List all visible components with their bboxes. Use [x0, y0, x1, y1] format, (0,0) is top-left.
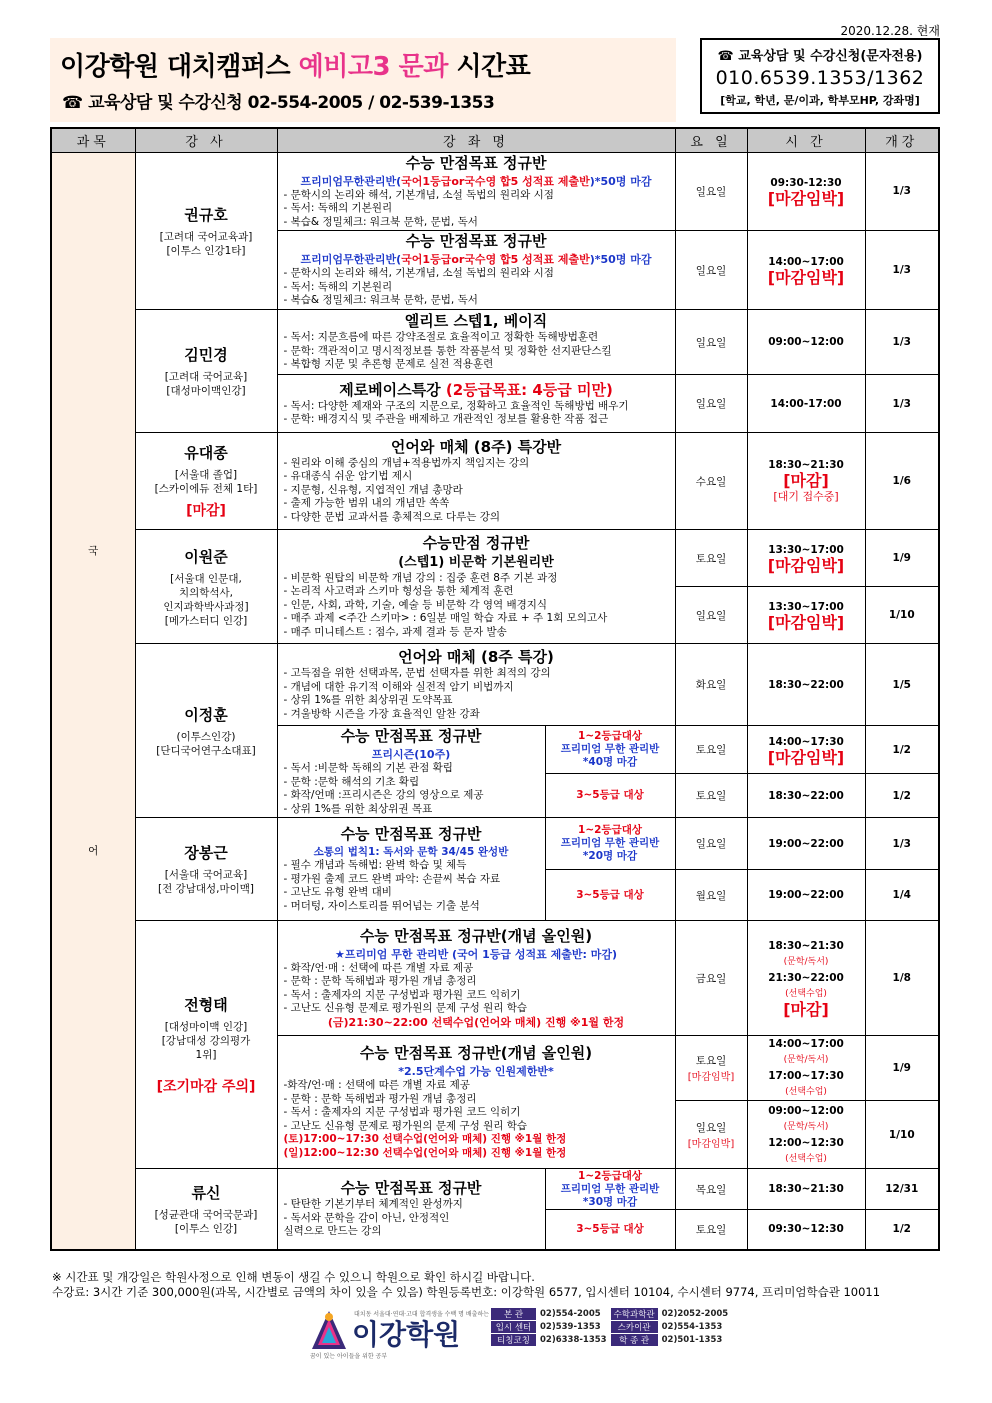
teacher-info: [서울대 국어교육] [전 강남대성,마이맥]: [157, 869, 254, 895]
logo-text: 이강학원: [352, 1318, 461, 1351]
title-part-a: 이강학원 대치캠퍼스: [60, 52, 299, 82]
deadline-badge: [마감]: [783, 471, 829, 490]
day-cell: 일요일: [675, 152, 747, 231]
branch-phone: 02)2052-2005: [658, 1308, 732, 1321]
time-cell: [747, 1101, 865, 1169]
day-value: 일요일: [695, 1121, 727, 1134]
deadline-badge: [마감임박]: [767, 556, 845, 575]
open-date: 1/3: [865, 818, 939, 870]
table-row: [51, 433, 939, 530]
open-date: 1/6: [865, 433, 939, 530]
grade-program: 프리미엄 무한 관리반: [560, 743, 660, 755]
branch-phone: 02)539-1353: [537, 1321, 611, 1334]
teacher-info: [성균관대 국어국문과] [이투스 인강]: [154, 1208, 258, 1235]
teacher-name: 권규호: [184, 205, 228, 224]
day-cell: 화요일: [675, 644, 747, 726]
contact-phone: 010.6539.1353/1362: [715, 67, 925, 89]
grade-capacity: *40명 마감: [582, 756, 638, 768]
course-cell: [277, 530, 675, 644]
course-bullet: - 독서: 다양한 제재와 구조의 지문으로, 정확하고 효율적인 독해방법 배우기: [283, 399, 629, 412]
grade-program: 프리미엄 무한 관리반: [560, 837, 660, 849]
time-cell: 18:30~22:00: [747, 644, 865, 726]
branch-phone: 02)554-2005: [537, 1308, 611, 1321]
time-cell: 18:30~21:30: [747, 1169, 865, 1210]
branch-name: 입시 센터: [491, 1321, 537, 1334]
time-value-2: 21:30~22:00: [768, 972, 844, 984]
course-subtitle-red: 국어1등급or국수영 합5 성적표 제출반: [401, 253, 590, 267]
grade-capacity: *30명 마감: [582, 1195, 638, 1208]
open-date: 1/3: [865, 231, 939, 310]
waitlist-note: [대기 접수중]: [773, 490, 839, 503]
course-bullet: - 다양한 문법 교과서를 총체적으로 다루는 강의: [283, 510, 501, 523]
course-cell: [277, 644, 675, 726]
course-bullet: - 필수 개념과 독해법: 완벽 학습 및 체득: [283, 859, 467, 871]
day-cell: 일요일: [675, 587, 747, 644]
title-box: [50, 38, 676, 122]
course-bullet: - 복습& 정밀체크: 워크북 문학, 문법, 독서: [283, 215, 478, 228]
open-date: 1/10: [865, 1101, 939, 1169]
teacher-name: 이정훈: [184, 705, 228, 724]
teacher-info: [고려대 국어교육] [대성마이맥인강]: [164, 371, 248, 397]
col-header-time: 시 간: [747, 128, 865, 152]
open-date: 1/4: [865, 870, 939, 921]
grade-program: 프리미엄 무한 관리반: [560, 1182, 660, 1195]
day-cell: 토요일: [675, 530, 747, 587]
course-name: 언어와 매체 (8주) 특강반: [390, 437, 562, 456]
course-bullet: - 문학: 객관적이고 명시적정보를 통한 작품분석 및 정확한 선지판단스킬: [283, 344, 612, 357]
table-row: [51, 644, 939, 726]
teacher-mark: [마감]: [186, 503, 226, 519]
open-date: 12/31: [865, 1169, 939, 1210]
grade-target: 1~2등급대상: [578, 1169, 642, 1182]
deadline-badge: [마감]: [783, 1000, 829, 1019]
time-cell: [747, 587, 865, 644]
course-bullet: - 고난도 신유형 문제로 평가원의 문제 구성 원리 학습: [283, 1119, 527, 1132]
course-subtitle: [284, 173, 669, 189]
teacher-info: [서울대 졸업] [스카이에듀 전체 1타]: [154, 469, 258, 495]
time-value: 18:30~21:30: [768, 459, 844, 471]
page-title: [60, 46, 530, 83]
day-cell: 일요일: [675, 310, 747, 375]
course-bullet: - 문학 : 문학 독해법과 평가원 개념 총정리: [283, 975, 477, 987]
teacher-cell: [135, 433, 277, 530]
branch-name: 학 종 관: [610, 1334, 658, 1347]
time-cell: 19:00~22:00: [747, 818, 865, 870]
open-date: 1/3: [865, 375, 939, 433]
teacher-cell: [135, 1169, 277, 1250]
time-value: 14:00~17:30: [768, 735, 844, 748]
course-bullet: - 복습& 정밀체크: 워크북 문학, 문법, 독서: [283, 294, 478, 307]
time-cell: [747, 921, 865, 1036]
time-note: (문학/독서): [783, 1121, 829, 1132]
course-bullet: - 평가원 출제 코드 완벽 파악: 손끝씨 복습 자료: [283, 872, 501, 885]
course-bullet: - 독서 :비문학 독해의 기본 관점 확립: [283, 762, 453, 774]
teacher-mark: [조기마감 주의]: [156, 1078, 256, 1095]
course-bullet: - 독서: 지문흐름에 따른 강약조절로 효율적이고 정확한 독해방법훈련: [283, 331, 599, 344]
teacher-name: 유대종: [184, 444, 228, 462]
teacher-info: [고려대 국어교육과] [이투스 인강1타]: [159, 230, 253, 257]
grade-target: 1~2등급대상: [578, 730, 642, 742]
teacher-cell: [135, 152, 277, 310]
title-highlight: 예비고3 문과: [298, 52, 448, 82]
branch-phone: 02)554-1353: [658, 1321, 732, 1334]
title-part-b: 시간표: [447, 52, 531, 82]
course-bullet: - 유대종식 쉬운 암기법 제시: [283, 470, 413, 483]
course-bullet: - 인문, 사회, 과학, 기술, 예술 등 비문학 각 영역 배경지식: [283, 598, 548, 611]
logo-tagline: 꿈이 있는 아이들을 위한 공부: [310, 1353, 388, 1360]
time-value: 13:30~17:00: [768, 544, 844, 556]
logo-mark-icon: [310, 1309, 348, 1353]
grade-cell: [545, 1169, 675, 1210]
time-cell: 09:00~12:00: [747, 310, 865, 375]
table-header-row: [51, 128, 939, 152]
course-bullet: - 화작/언매 :프리시즌은 강의 영상으로 제공: [283, 789, 484, 801]
course-bullet: - 독서와 문학을 감이 아닌, 안정적인: [283, 1211, 450, 1224]
timetable: [50, 127, 940, 1251]
teacher-name: 장봉근: [184, 844, 228, 862]
course-name: 수능 만점목표 정규반: [340, 727, 482, 745]
teacher-info: [대성마이맥 인강] [강남대성 강의평가 1위]: [161, 1020, 251, 1061]
course-cell: [277, 1169, 545, 1250]
course-name: 수능 만점목표 정규반: [340, 1179, 482, 1197]
course-bullet: - 독서: 독해의 기본원리: [283, 280, 393, 293]
day-cell: 수요일: [675, 433, 747, 530]
time-cell: 19:00~22:00: [747, 870, 865, 921]
deadline-badge: [마감임박]: [767, 613, 845, 632]
elective-note: (토)17:00~17:30 선택수업(언어와 매체) 진행 ※1월 한정: [283, 1133, 567, 1145]
day-cell: 일요일: [675, 818, 747, 870]
grade-capacity: *20명 마감: [582, 850, 638, 862]
time-note: (선택수업): [785, 1087, 827, 1097]
time-cell: [747, 433, 865, 530]
course-bullet: - 매주 미니테스트 : 점수, 과제 결과 등 문자 발송: [283, 625, 507, 638]
course-name: 엘리트 스텝1, 베이직: [404, 312, 548, 331]
day-cell: [675, 1036, 747, 1101]
col-header-course: 강 좌 명: [277, 128, 675, 152]
day-value: 토요일: [695, 1055, 727, 1067]
teacher-cell: [135, 530, 277, 644]
course-cell: [277, 231, 675, 310]
branch-row: [491, 1308, 732, 1321]
course-cell: [277, 818, 545, 921]
teacher-cell: [135, 310, 277, 433]
course-bullet: - 고득점을 위한 선택과목, 문법 선택자를 위한 최적의 강의: [283, 667, 551, 679]
branch-name: 스카이관: [610, 1321, 658, 1334]
course-subtitle-b: )*50명 마감: [589, 174, 652, 188]
teacher-info: [서울대 인문대, 치의학석사, 인지과학박사과정] [메가스터디 인강]: [163, 572, 249, 627]
course-cell: [277, 1036, 675, 1169]
course-bullet: - 지문형, 신유형, 지엽적인 개념 총망라: [283, 483, 463, 496]
teacher-name: 류신: [191, 1183, 221, 1202]
course-bullet: - 논리적 사고력과 스키마 형성을 통한 체계적 훈련: [283, 585, 514, 598]
course-bullet: - 상위 1%를 위한 최상위권 목표: [283, 802, 433, 815]
course-bullet: - 겨울방학 시즌을 가장 효율적인 알찬 강좌: [283, 707, 480, 720]
open-date: 1/8: [865, 921, 939, 1036]
course-bullet: -화작/언‧매 : 선택에 따른 개별 자료 제공: [283, 1079, 470, 1091]
course-name: 수능 만점목표 정규반: [340, 825, 482, 843]
course-bullet: - 고난도 유형 완벽 대비: [283, 886, 392, 898]
time-note: (선택수업): [785, 989, 827, 999]
course-name: 언어와 매체 (8주 특강): [398, 648, 554, 666]
day-cell: 토요일: [675, 774, 747, 818]
branch-name: 본 관: [491, 1308, 537, 1321]
day-cell: 금요일: [675, 921, 747, 1036]
course-subtitle: 프리시즌(10주): [371, 748, 451, 761]
course-bullet: - 탄탄한 기본기부터 체계적인 완성까지: [283, 1198, 463, 1210]
time-cell: [747, 530, 865, 587]
open-date: 1/2: [865, 1210, 939, 1250]
elective-note: (일)12:00~12:30 선택수업(언어와 매체) 진행 ※1월 한정: [283, 1146, 567, 1159]
course-bullet: - 문학 : 문학 독해법과 평가원 개념 총정리: [283, 1092, 477, 1105]
day-note: [마감임박]: [687, 1138, 735, 1150]
open-date: 1/2: [865, 726, 939, 774]
teacher-cell: [135, 921, 277, 1169]
course-bullet: - 상위 1%를 위한 최상위권 도약목표: [283, 694, 453, 706]
course-cell: [277, 726, 545, 818]
logo-slogan: 대치동 서울대·연대·고대 합격생을 수백 명 배출하는: [354, 1311, 490, 1318]
time-cell: [747, 726, 865, 774]
course-cell: [277, 921, 675, 1036]
page-header: [50, 38, 940, 122]
time-cell: 09:30~12:30: [747, 1210, 865, 1250]
date-stamp: 2020.12.28. 현재: [840, 24, 940, 38]
course-bullet: - 개념에 대한 유기적 이해와 실전적 암기 비법까지: [283, 680, 514, 693]
course-subtitle: [284, 251, 669, 267]
branch-phone: 02)501-1353: [658, 1334, 732, 1347]
course-name: 수능 만점목표 정규반: [405, 232, 547, 251]
course-bullet: - 고난도 신유형 문제로 평가원의 문제 구성 원리 학습: [283, 1002, 527, 1014]
teacher-name: 김민경: [184, 346, 228, 364]
subject-cell: [51, 152, 135, 1250]
branch-phone: 02)6338-1353: [537, 1334, 611, 1347]
open-date: 1/2: [865, 774, 939, 818]
time-note: (선택수업): [785, 1153, 827, 1164]
course-bullet: - 문학: 배경지식 및 주관을 배제하고 개관적인 정보를 활용한 작품 접근: [283, 413, 609, 425]
branch-row: [491, 1321, 732, 1334]
course-name-2: (스텝1) 비문학 기본원리반: [398, 554, 554, 570]
footer-notice: ※ 시간표 및 개강일은 학원사정으로 인해 변동이 생길 수 있으니 학원으로 확인 하시길 바랍니다.: [52, 1270, 535, 1284]
deadline-badge: [마감임박]: [767, 189, 845, 209]
col-header-open: 개강: [865, 128, 939, 152]
course-cell: [277, 152, 675, 231]
deadline-badge: [마감임박]: [767, 268, 845, 287]
contact-box: [700, 38, 940, 114]
table-row: [51, 152, 939, 231]
course-bullet: - 독서 : 출제자의 지문 구성법과 평가원 코드 익히기: [283, 1106, 521, 1118]
time-note: (문학/독서): [783, 1055, 829, 1065]
time-cell: [747, 231, 865, 310]
teacher-cell: [135, 818, 277, 921]
time-value-2: 12:00~12:30: [768, 1136, 844, 1149]
day-cell: 토요일: [675, 726, 747, 774]
course-name: [284, 381, 669, 400]
course-subtitle: ★프리미엄 무한 관리반 (국어 1등급 성적표 제출반: 마감): [335, 947, 617, 961]
subject-label: 국 어: [88, 544, 99, 857]
time-value: 18:30~21:30: [768, 940, 844, 952]
open-date: 1/3: [865, 310, 939, 375]
elective-note: (금)21:30~22:00 선택수업(언어와 매체) 진행 ※1월 한정: [327, 1015, 625, 1029]
course-name: 수능 만점목표 정규반(개념 올인원): [359, 926, 593, 945]
time-value: 14:00~17:00: [768, 1038, 844, 1050]
course-bullet: - 매주 과제 <주간 스키마> : 6일분 매일 학습 자료 + 주 1회 모의고사: [283, 612, 608, 625]
contact-note: [학교, 학년, 문/이과, 학부모HP, 강좌명]: [720, 94, 920, 107]
teacher-cell: [135, 644, 277, 818]
course-name: 수능만점 정규반: [422, 533, 530, 552]
course-bullet: - 문학 :문학 해석의 기초 확립: [283, 775, 420, 788]
grade-cell: 3~5등급 대상: [545, 870, 675, 921]
course-cell: [277, 310, 675, 375]
col-header-day: 요 일: [675, 128, 747, 152]
day-cell: 목요일: [675, 1169, 747, 1210]
course-bullet: - 출제 가능한 범위 내의 개념만 쏙쏙: [283, 497, 450, 510]
time-value: 09:30-12:30: [770, 177, 842, 190]
open-date: 1/5: [865, 644, 939, 726]
course-bullet: - 화작/언‧매 : 선택에 따른 개별 자료 제공: [283, 961, 474, 974]
table-row: [51, 1169, 939, 1210]
course-subtitle-b: )*50명 마감: [589, 253, 652, 267]
col-header-teacher: 강 사: [135, 128, 277, 152]
footer-fees: 수강료: 3시간 기준 300,000원(과목, 시간별로 금액의 차이 있을 수 있음) 학원등록번호: 이강학원 6577, 입시센터 10104, 수시센터 9774, 프리미엄학습관 10011: [52, 1285, 881, 1299]
grade-cell: 3~5등급 대상: [545, 1210, 675, 1250]
course-name: 수능 만점목표 정규반(개념 올인원): [359, 1044, 593, 1062]
academy-logo: [310, 1307, 490, 1360]
course-bullet: - 복합형 지문 및 추론형 문제로 실전 적용훈련: [283, 358, 494, 371]
grade-target: 1~2등급대상: [578, 824, 642, 836]
course-bullet: - 비문학 원탑의 비문학 개념 강의 : 집중 훈련 8주 기본 과정: [283, 571, 558, 584]
course-subtitle-red: 국어1등급or국수영 합5 성적표 제출반: [401, 174, 590, 188]
course-bullet: 실력으로 만드는 강의: [283, 1225, 382, 1237]
page-subtitle: ☎ 교육상담 및 수강신청 02-554-2005 / 02-539-1353: [62, 93, 495, 113]
teacher-name: 전형태: [184, 995, 228, 1014]
day-cell: 월요일: [675, 870, 747, 921]
teacher-info: (이투스인강) [단디국어연구소대표]: [156, 730, 256, 757]
course-bullet: - 독서: 독해의 기본원리: [283, 202, 393, 214]
course-bullet: - 문학시의 논리와 해석, 기본개념, 소설 독법의 원리와 시점: [283, 188, 554, 201]
grade-cell: [545, 818, 675, 870]
grade-cell: [545, 726, 675, 774]
contact-title: ☎ 교육상담 및 수강신청(문자전용): [717, 49, 923, 64]
time-note: (문학/독서): [783, 957, 829, 967]
course-bullet: - 원리와 이해 중심의 개념+적용법까지 책임지는 강의: [283, 456, 530, 469]
day-cell: [675, 1101, 747, 1169]
time-value: 14:00~17:00: [768, 256, 844, 268]
day-note: [마감임박]: [687, 1072, 735, 1083]
table-row: [51, 530, 939, 587]
open-date: 1/3: [865, 152, 939, 231]
branch-contacts: [490, 1307, 732, 1347]
open-date: 1/10: [865, 587, 939, 644]
table-row: [51, 818, 939, 870]
table-row: [51, 921, 939, 1036]
course-subtitle-a: 프리미엄무한관리반(: [300, 174, 402, 188]
time-cell: [747, 152, 865, 231]
course-name-red: (2등급목표: 4등급 미만): [445, 380, 613, 399]
course-bullet: - 독서 : 출제자의 지문 구성법과 평가원 코드 익히기: [283, 988, 521, 1001]
day-cell: 일요일: [675, 375, 747, 433]
course-cell: [277, 433, 675, 530]
course-subtitle: 소통의 법칙1: 독서와 문학 34/45 완성반: [313, 846, 509, 858]
time-value-2: 17:00~17:30: [768, 1070, 844, 1082]
course-name: 수능 만점목표 정규반: [405, 153, 547, 172]
course-subtitle-a: 프리미엄무한관리반(: [300, 253, 402, 267]
course-name-a: 제로베이스특강: [339, 380, 446, 399]
branch-name: 수학과학관: [610, 1308, 658, 1321]
table-row: [51, 310, 939, 375]
branch-name: 티칭코칭: [491, 1334, 537, 1347]
open-date: 1/9: [865, 530, 939, 587]
time-value: 09:00~12:00: [768, 1104, 844, 1117]
branch-row: [491, 1334, 732, 1347]
course-bullet: - 머더텅, 자이스토리를 뛰어넘는 기출 분석: [283, 899, 480, 912]
open-date: 1/9: [865, 1036, 939, 1101]
teacher-name: 이원준: [184, 547, 228, 566]
time-cell: 14:00-17:00: [747, 375, 865, 433]
course-bullet: - 문학시의 논리와 해석, 기본개념, 소설 독법의 원리와 시점: [283, 267, 554, 280]
time-cell: [747, 1036, 865, 1101]
grade-cell: 3~5등급 대상: [545, 774, 675, 818]
time-value: 13:30~17:00: [768, 601, 844, 613]
deadline-badge: [마감임박]: [767, 747, 845, 767]
course-subtitle: *2.5단계수업 가능 인원제한반*: [398, 1065, 554, 1078]
course-cell: [277, 375, 675, 433]
day-cell: 일요일: [675, 231, 747, 310]
time-cell: 18:30~22:00: [747, 774, 865, 818]
col-header-subject: 과목: [51, 128, 135, 152]
day-cell: 토요일: [675, 1210, 747, 1250]
